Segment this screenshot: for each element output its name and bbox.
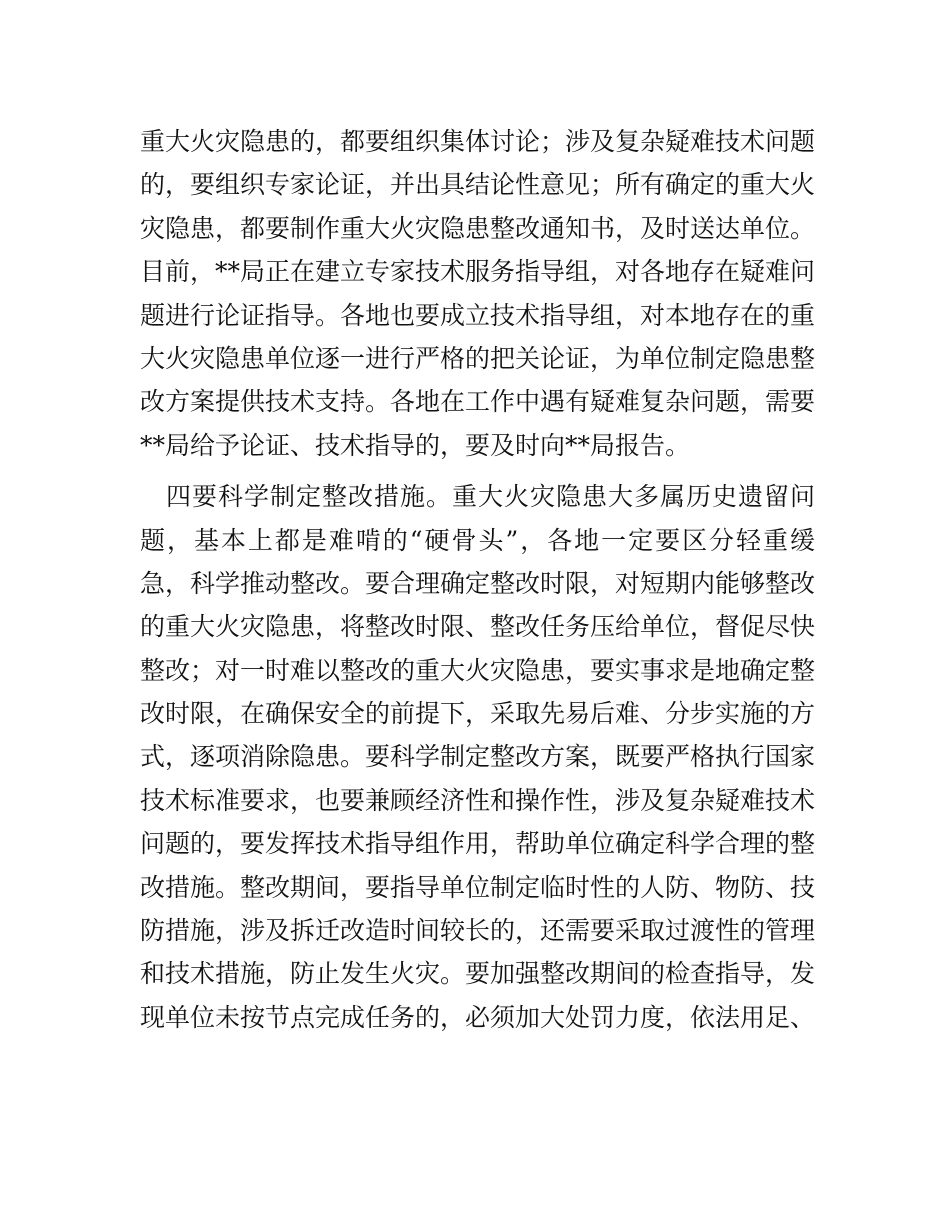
text-line: 改措施。整改期间，要指导单位制定临时性的人防、物防、技 <box>140 872 815 902</box>
text-line: 改时限，在确保安全的前提下，采取先易后难、分步实施的方 <box>140 699 815 729</box>
text-line: 急，科学推动整改。要合理确定整改时限，对短期内能够整改 <box>140 568 815 598</box>
text-line: 题，基本上都是难啃的“硬骨头”，各地一定要区分轻重缓 <box>140 525 815 555</box>
paragraph-spacer <box>140 467 815 475</box>
text-line: 灾隐患，都要制作重大火灾隐患整改通知书，及时送达单位。 <box>140 213 815 243</box>
paragraph-1 <box>140 120 815 467</box>
text-line: 的，要组织专家论证，并出具结论性意见；所有确定的重大火 <box>140 170 815 200</box>
text-line: 和技术措施，防止发生火灾。要加强整改期间的检查指导，发 <box>140 959 815 989</box>
text-line: 的重大火灾隐患，将整改时限、整改任务压给单位，督促尽快 <box>140 612 815 642</box>
paragraph-2 <box>140 475 815 1039</box>
text-line: 整改；对一时难以整改的重大火灾隐患，要实事求是地确定整 <box>140 655 815 685</box>
text-line: 题进行论证指导。各地也要成立技术指导组，对本地存在的重 <box>140 300 815 330</box>
text-line: 目前，**局正在建立专家技术服务指导组，对各地存在疑难问 <box>140 257 815 287</box>
text-line: **局给予论证、技术指导的，要及时向**局报告。 <box>140 430 691 460</box>
text-line: 四要科学制定整改措施。重大火灾隐患大多属历史遗留问 <box>140 482 815 512</box>
text-line: 技术标准要求，也要兼顾经济性和操作性，涉及复杂疑难技术 <box>140 785 815 815</box>
text-line: 问题的，要发挥技术指导组作用，帮助单位确定科学合理的整 <box>140 829 815 859</box>
text-line: 大火灾隐患单位逐一进行严格的把关论证，为单位制定隐患整 <box>140 343 815 373</box>
text-line: 防措施，涉及拆迁改造时间较长的，还需要采取过渡性的管理 <box>140 916 815 946</box>
text-line: 式，逐项消除隐患。要科学制定整改方案，既要严格执行国家 <box>140 742 815 772</box>
text-line: 现单位未按节点完成任务的，必须加大处罚力度，依法用足、 <box>140 1002 815 1032</box>
document-body <box>140 120 815 1039</box>
text-line: 改方案提供技术支持。各地在工作中遇有疑难复杂问题，需要 <box>140 387 815 417</box>
text-line: 重大火灾隐患的，都要组织集体讨论；涉及复杂疑难技术问题 <box>140 127 815 156</box>
